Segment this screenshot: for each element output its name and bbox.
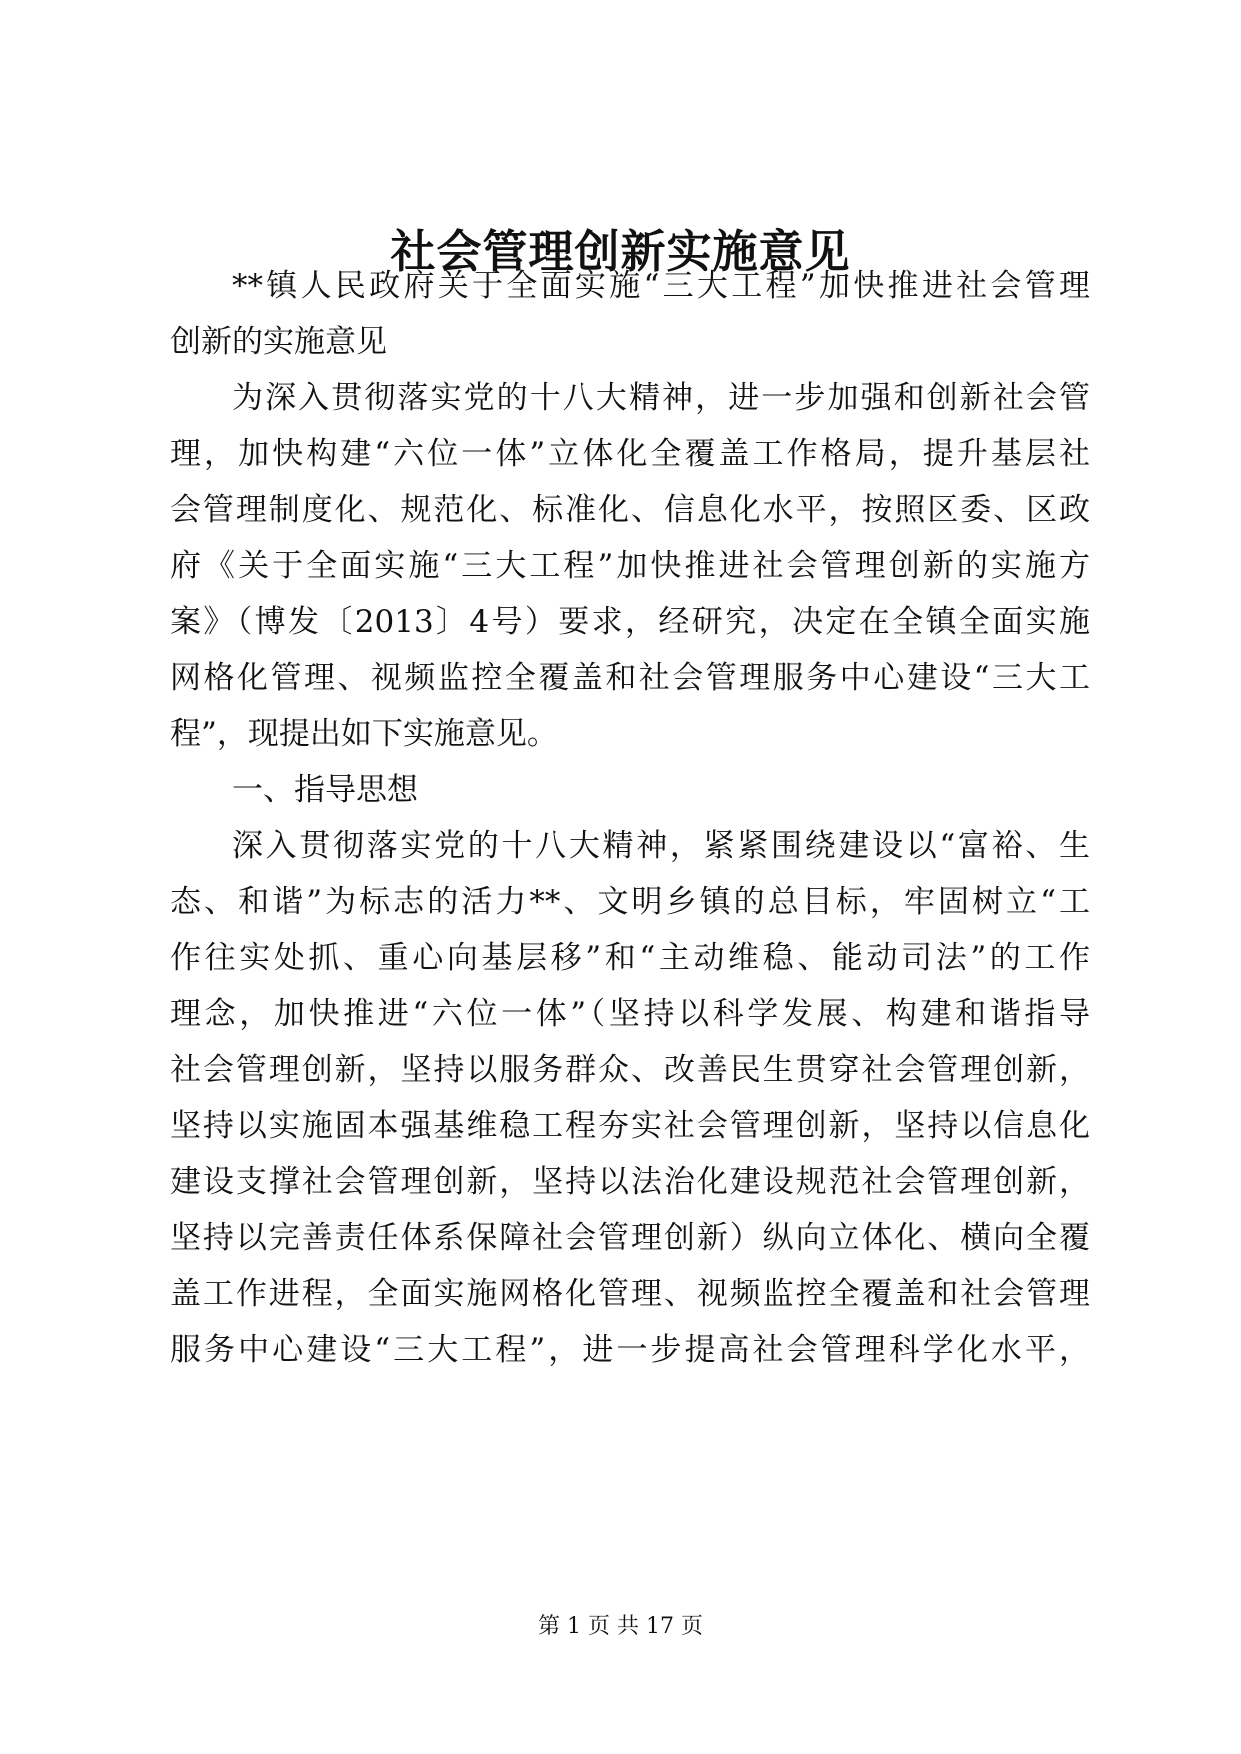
paragraph-line: 案》（博发〔2013〕4号）要求，经研究，决定在全镇全面实施: [170, 604, 1090, 640]
document-title: 社会管理创新实施意见: [390, 225, 851, 278]
paragraph-line: 程”，现提出如下实施意见。: [170, 716, 558, 752]
paragraph-line: 理，加快构建“六位一体”立体化全覆盖工作格局，提升基层社: [170, 436, 1090, 472]
paragraph-line: 坚持以完善责任体系保障社会管理创新）纵向立体化、横向全覆: [170, 1220, 1090, 1256]
paragraph-line: 网格化管理、视频监控全覆盖和社会管理服务中心建设“三大工: [170, 660, 1090, 696]
paragraph-line: 为深入贯彻落实党的十八大精神，进一步加强和创新社会管: [232, 380, 1090, 416]
paragraph-line: **镇人民政府关于全面实施“三大工程”加快推进社会管理: [232, 268, 1090, 304]
paragraph-line: 深入贯彻落实党的十八大精神，紧紧围绕建设以“富裕、生: [232, 828, 1090, 864]
section-heading: 一、指导思想: [232, 772, 418, 808]
paragraph-line: 府《关于全面实施“三大工程”加快推进社会管理创新的实施方: [170, 548, 1090, 584]
page-number-footer: 第 1 页 共 17 页: [538, 1614, 703, 1639]
paragraph-line: 态、和谐”为标志的活力**、文明乡镇的总目标，牢固树立“工: [170, 884, 1090, 920]
paragraph-line: 坚持以实施固本强基维稳工程夯实社会管理创新，坚持以信息化: [170, 1108, 1090, 1144]
paragraph-line: 服务中心建设“三大工程”，进一步提高社会管理科学化水平，: [170, 1332, 1090, 1368]
paragraph-line: 社会管理创新，坚持以服务群众、改善民生贯穿社会管理创新，: [170, 1052, 1090, 1088]
paragraph-line: 盖工作进程，全面实施网格化管理、视频监控全覆盖和社会管理: [170, 1276, 1090, 1312]
paragraph-line: 创新的实施意见: [170, 324, 387, 360]
paragraph-line: 会管理制度化、规范化、标准化、信息化水平，按照区委、区政: [170, 492, 1090, 528]
paragraph-line: 理念，加快推进“六位一体”（坚持以科学发展、构建和谐指导: [170, 996, 1090, 1032]
paragraph-line: 作往实处抓、重心向基层移”和“主动维稳、能动司法”的工作: [170, 940, 1090, 976]
paragraph-line: 建设支撑社会管理创新，坚持以法治化建设规范社会管理创新，: [170, 1164, 1090, 1200]
